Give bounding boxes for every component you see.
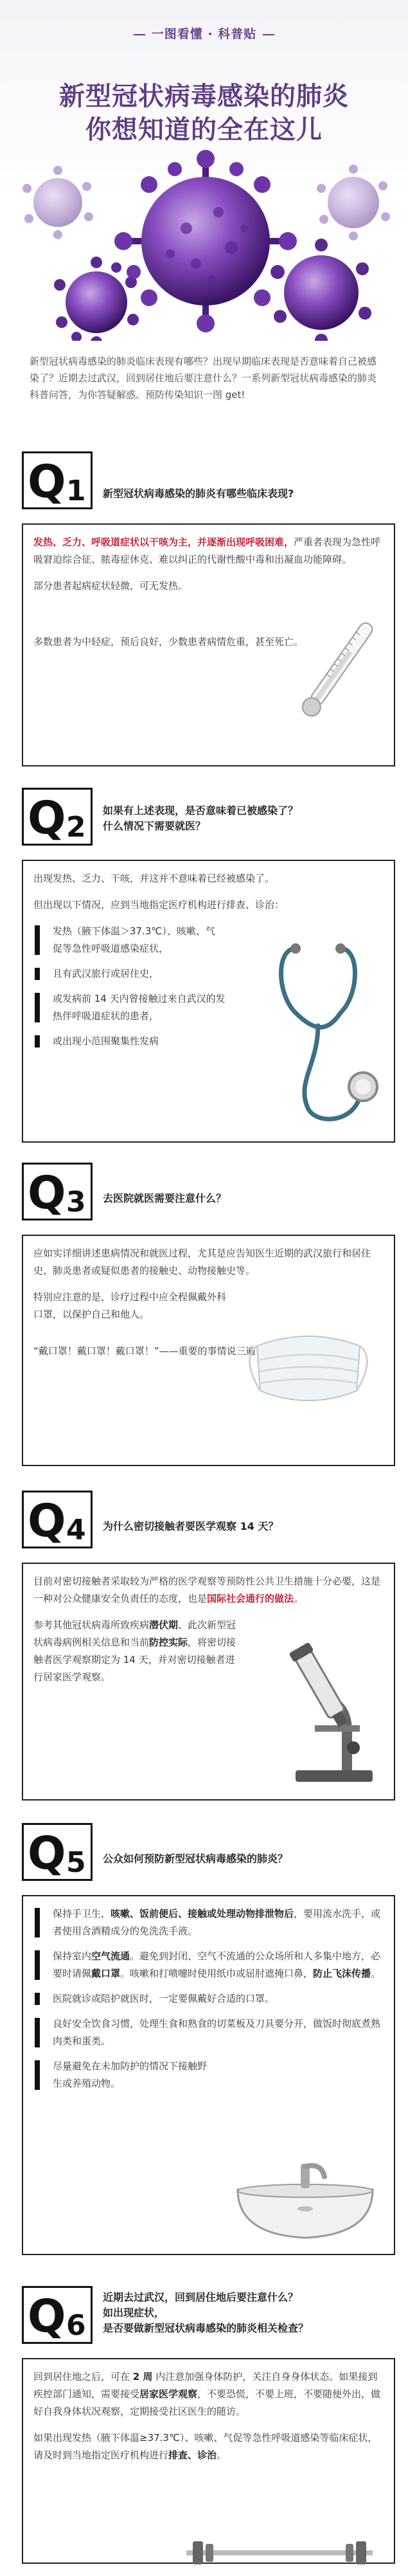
q1-symptoms-highlight: 发热、乏力、呼吸道症状以干咳为主，并逐渐出现呼吸困难， (33, 536, 294, 548)
q6-badge: Q 6 (22, 2286, 93, 2344)
q3-section (13, 1163, 395, 1484)
q6-header (13, 2286, 395, 2344)
q2-number: 2 (66, 811, 86, 844)
q3-disclosure-text: 应如实详细讲述患病情况和就医过程，尤其是应告知医生近期的武汉旅行和居住史、肺炎患者或疑似患者的接触史、动物接触史等。 (33, 1247, 371, 1276)
q1-prognosis-text: 多数患者为中轻症，预后良好，少数患者病情危重，甚至死亡。 (33, 636, 304, 648)
q4-question: 为什么密切接触者要医学观察 14 天？ (103, 1520, 279, 1532)
q6-number: 6 (66, 2309, 86, 2342)
q1-severe-text: 严重者表现为急性呼吸窘迫综合征、脓毒症休克、难以纠正的代谢性酸中毒和出凝血功能障碍。 (33, 536, 381, 565)
sink-icon (225, 2157, 386, 2247)
q1-badge: Q 1 (22, 451, 93, 509)
hero-banner (0, 0, 408, 360)
q2-intro-text: 出现发热、乏力、干咳，并这并不意味着已经被感染了。 (33, 873, 275, 884)
q2-criterion-2: 且有武汉旅行或居住史， (33, 965, 220, 983)
q2-badge: Q 2 (22, 788, 93, 846)
q4-section (13, 1491, 395, 1812)
q2-header (13, 788, 395, 846)
q3-mask-slogan: “戴口罩！戴口罩！戴口罩！”——重要的事情说三遍 (33, 1345, 256, 1357)
q4-incubation-text: 参考其他冠状病毒所致疾病潜伏期、此次新型冠状病毒病例相关信息和当前防控实际，将密切接触者医学观察期定为 14 天，并对密切接触者进行居家医学观察。 (33, 1619, 236, 1683)
q2-question-line2: 什么情况下需要就医？ (103, 820, 206, 832)
q4-observation-text: 目前对密切接触者采取较为严格的医学观察等预防性公共卫生措施十分必要，这是一种对公众健康安全负责任的态度，也是国际社会通行的做法。 (33, 1575, 381, 1604)
q2-criterion-3: 或发病前 14 天内曾接触过来自武汉的发热伴呼吸道症状的患者， (33, 990, 226, 1025)
q5-badge: Q 5 (22, 1823, 93, 1881)
q5-tip-hand-hygiene: 保持手卫生，咳嗽、饭前便后、接触或处理动物排泄物后，要用流水洗手，或者使用含酒精成分的免洗洗手液。 (33, 1905, 384, 1940)
coronavirus-illustration (0, 145, 408, 341)
q3-question: 去医院就医需要注意什么？ (103, 1192, 227, 1204)
microscope-icon (270, 1635, 386, 1790)
q6-question-line1: 近期去过武汉，回到居住地后要注意什么？ (103, 2291, 299, 2303)
q1-question: 新型冠状病毒感染的肺炎有哪些临床表现? (103, 487, 294, 500)
q5-header (13, 1823, 395, 1881)
q6-section (13, 2286, 395, 2569)
face-mask-icon (238, 1320, 379, 1417)
q3-mask-text: 特别应注意的是，诊疗过程中应全程佩戴外科口罩，以保护自己和他人。 (33, 1291, 227, 1320)
q5-tip-food-safety: 良好安全饮食习惯，处理生食和熟食的切菜板及刀具要分开，做饭时彻底煮熟肉类和蛋类。 (33, 2015, 384, 2050)
q6-symptom-text: 如果出现发热（腋下体温≥37.3℃）、咳嗽、气促等急性呼吸道感染等临床症状，请及时到当地指定医疗机构进行排查、诊治。 (33, 2432, 378, 2461)
q1-header (13, 451, 395, 509)
stethoscope-icon (257, 936, 389, 1129)
q6-return-text: 回到居住地之后，可在 2 周 内注意加强身体防护，关注自身身体状态。如果接到疾控部门通知，需要接受居家医学观察，不要恐慌，不要上班，不要随便外出，做好自我身体状况观察，定期接受社区医生的随访。 (33, 2371, 381, 2417)
q5-tip-ventilation: 保持室内空气流通。避免到封闭、空气不流通的公众场所和人多集中地方，必要时请佩戴口罩。咳嗽和打喷嚏时使用纸巾或屈肘遮掩口鼻，防止飞沫传播。 (33, 1948, 384, 1982)
q5-tip-avoid-animals: 尽量避免在未加防护的情况下接触野生或养殖动物。 (33, 2058, 207, 2092)
q3-number: 3 (66, 1186, 86, 1219)
q4-number: 4 (66, 1514, 86, 1547)
q2-criteria-lead: 但出现以下情况，应到当地指定医疗机构进行排查、诊治： (33, 899, 285, 911)
q5-number: 5 (66, 1846, 86, 1879)
q5-tip-hospital-mask: 医院就诊或陪护就医时，一定要佩戴好合适的口罩。 (33, 1990, 384, 2008)
q1-section (13, 451, 395, 779)
q2-question-line1: 如果有上述表现，是否意味着已被感染了？ (103, 804, 299, 817)
page-title-line2: 你想知道的全在这儿 (85, 115, 323, 145)
q4-international-highlight: 国际社会通行的做法 (207, 1593, 294, 1604)
dumbbell-icon (173, 2540, 386, 2566)
q4-badge: Q 4 (22, 1491, 93, 1548)
q4-header (13, 1491, 395, 1548)
q3-header (13, 1163, 395, 1220)
q6-question-line2: 如出现症状， (103, 2307, 165, 2319)
q4-practice-highlight: 防控实际 (149, 1637, 188, 1648)
q2-section (13, 788, 395, 1148)
q2-criterion-1: 发热（腋下体温＞37.3℃）、咳嗽、气促等急性呼吸道感染症状， (33, 923, 220, 957)
q6-answer-box (22, 2358, 395, 2564)
q1-mild-text: 部分患者起病症状轻微，可无发热。 (33, 580, 188, 592)
q5-section (13, 1823, 395, 2273)
q4-incubation-highlight: 潜伏期 (149, 1619, 179, 1631)
q6-question-line3: 是否要做新型冠状病毒感染的肺炎相关检查？ (103, 2322, 309, 2334)
thermometer-icon (289, 609, 386, 731)
q5-question: 公众如何预防新型冠状病毒感染的肺炎？ (103, 1853, 288, 1865)
q1-number: 1 (66, 475, 86, 507)
q2-criterion-4: 或出现小范围聚集性发病 (33, 1033, 220, 1050)
q3-badge: Q 3 (22, 1163, 93, 1220)
intro-paragraph: 新型冠状病毒感染的肺炎临床表现有哪些？出现早期临床表现是否意味着自己被感染了？近期去过武汉，回到居住地后要注意什么？一系列新型冠状病毒感染的肺炎科普问答，为你答疑解惑。预防传染知识一图 get! (26, 350, 382, 406)
page-title-line1: 新型冠状病毒感染的肺炎 (59, 82, 349, 111)
kicker-label: 一图看懂 · 科普贴 (0, 24, 408, 42)
